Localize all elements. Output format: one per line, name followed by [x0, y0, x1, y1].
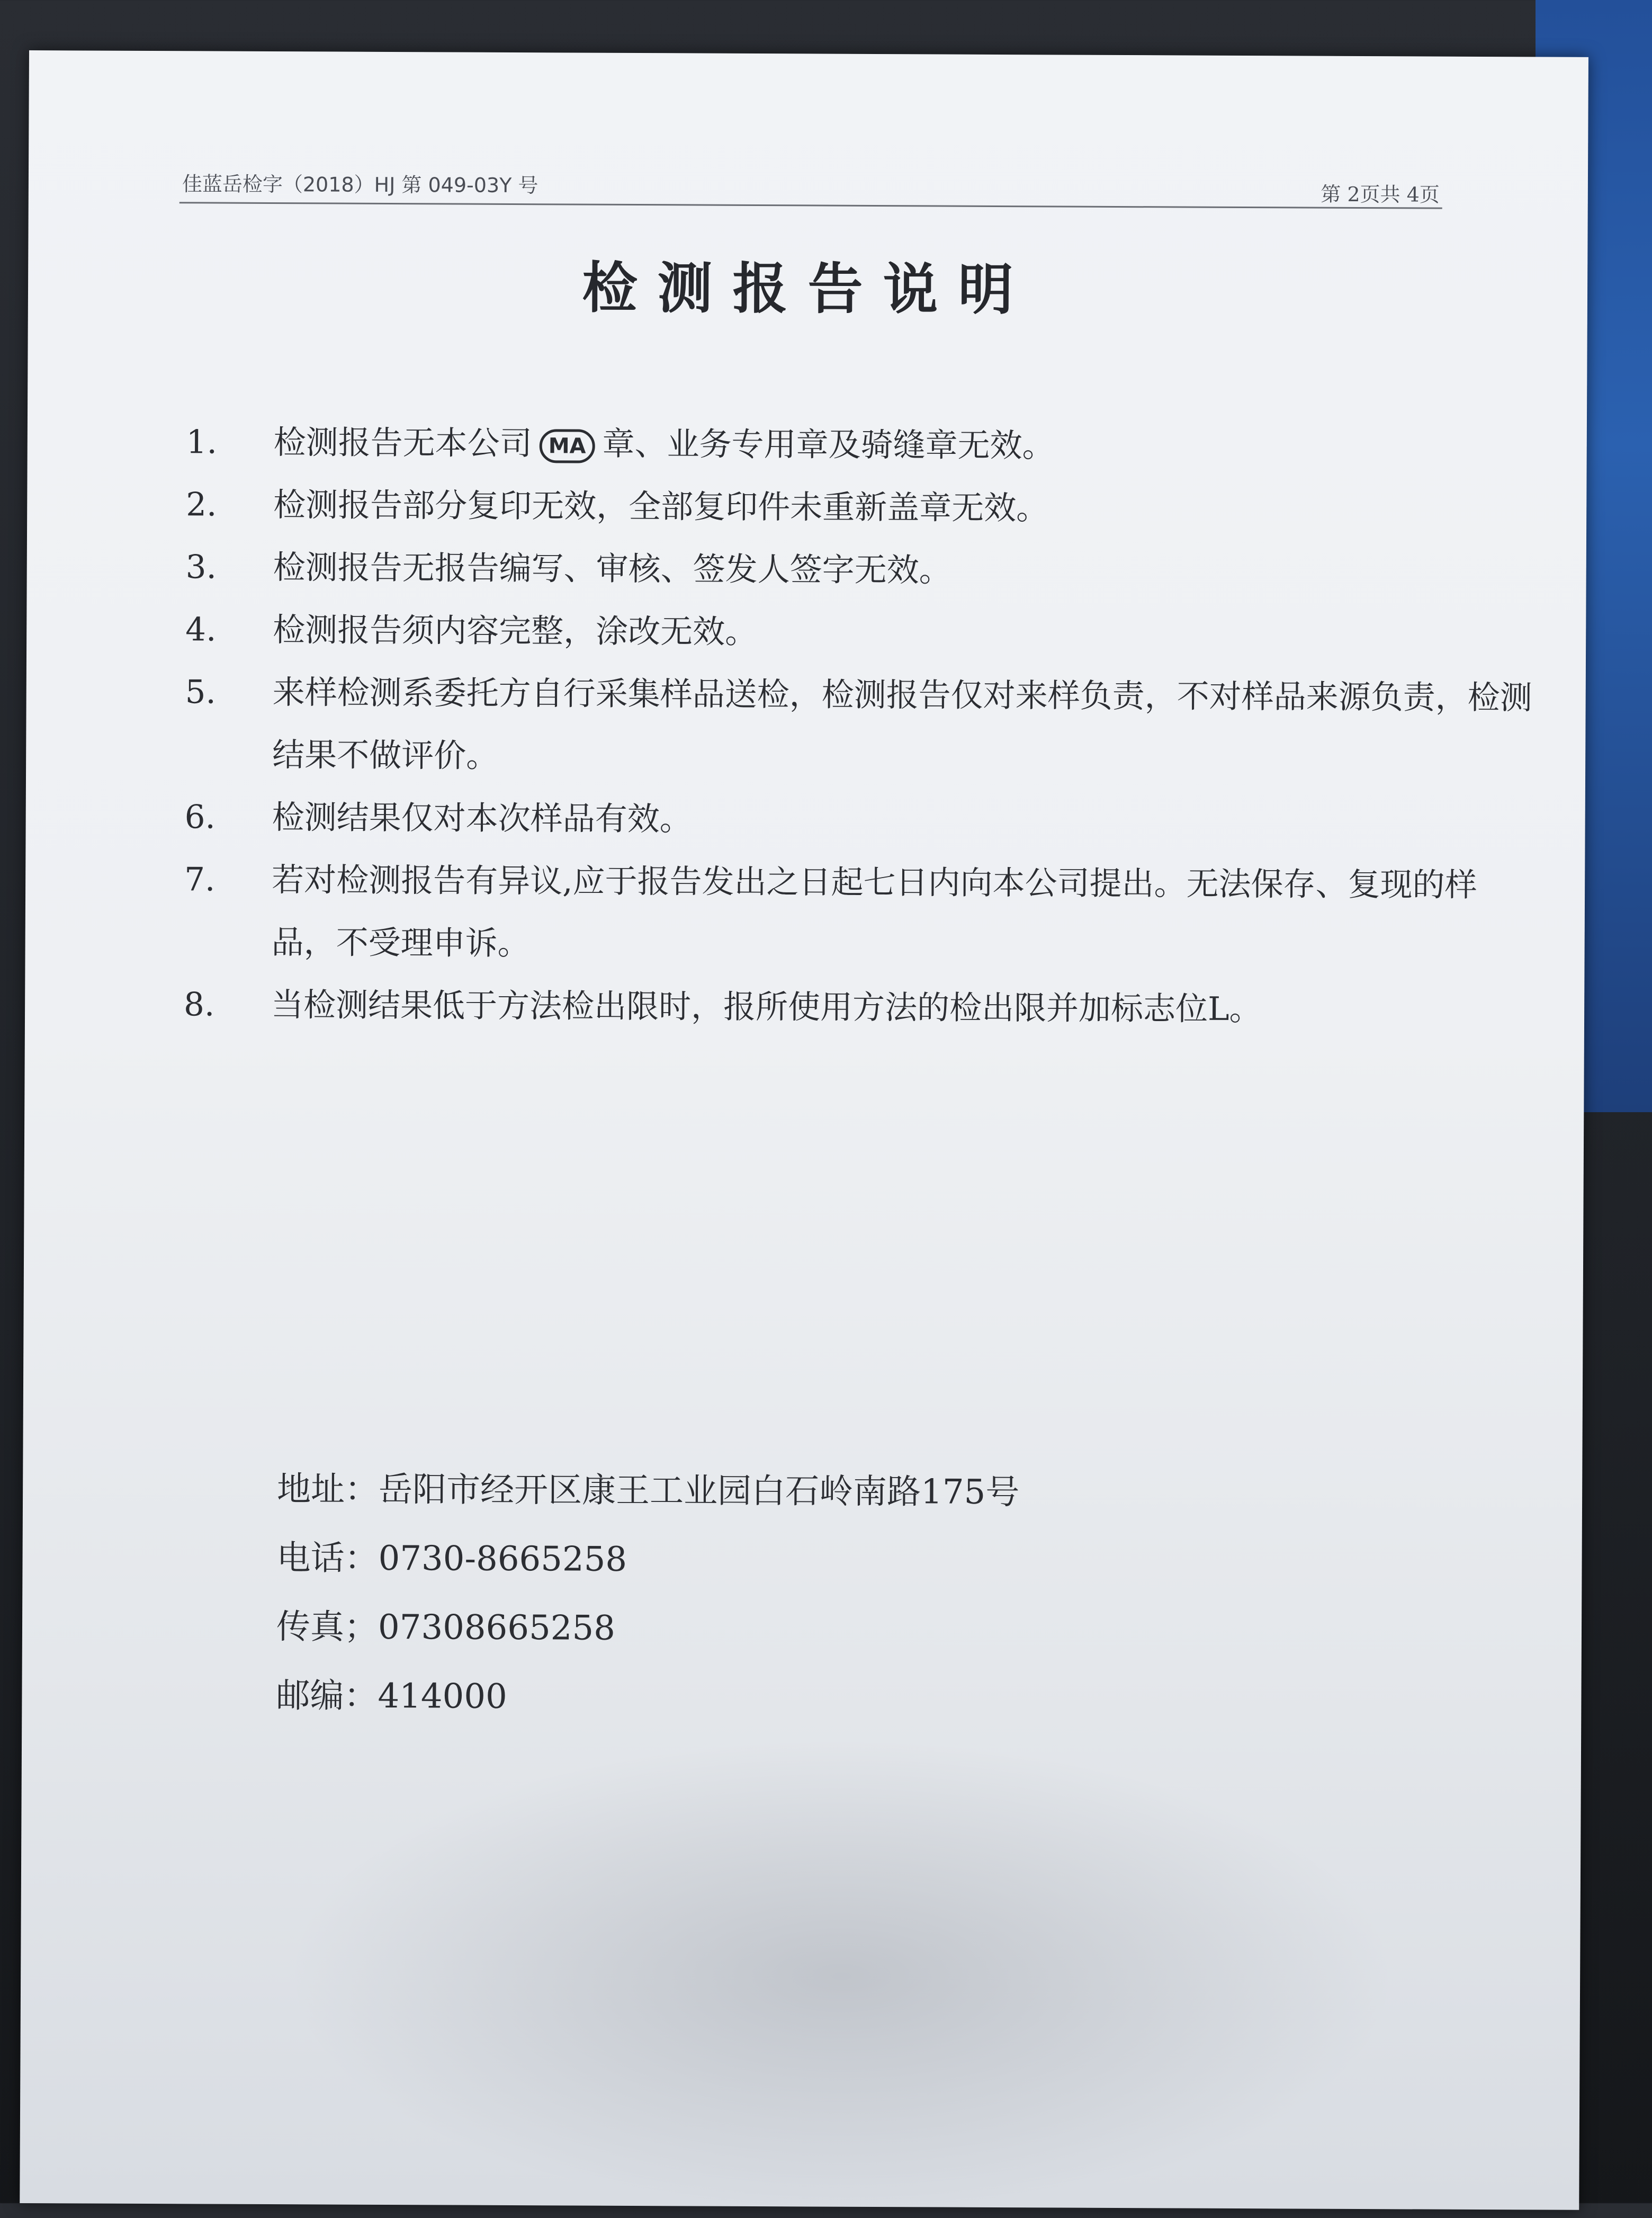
item-text: 检测报告须内容完整，涂改无效。	[273, 611, 758, 651]
item-text: 检测报告无报告编写、审核、签发人签字无效。	[273, 549, 951, 589]
list-item	[184, 786, 1540, 854]
phone-line: 电话：0730-8665258	[276, 1539, 627, 1579]
item-text: 当检测结果低于方法检出限时，报所使用方法的检出限并加标志位L。	[271, 986, 1262, 1028]
ma-seal-icon: MA	[540, 429, 595, 463]
item-text: 检测结果仅对本次样品有效。	[272, 799, 692, 838]
page-title: 检测报告说明	[582, 255, 1034, 323]
item-text: 检测报告部分复印无效，全部复印件未重新盖章无效。	[273, 486, 1049, 527]
item-number: 7.	[184, 861, 216, 899]
item-number: 2.	[186, 486, 217, 524]
item-text: 若对检测报告有异议,应于报告发出之日起七日内向本公司提出。无法保存、复现的样品，不受理申诉。	[271, 861, 1477, 963]
report-number: 佳蓝岳检字（2018）HJ 第 049-03Y 号	[182, 172, 538, 198]
document-page	[20, 50, 1588, 2210]
item-number: 4.	[185, 611, 217, 649]
fax-line: 传真；07308665258	[276, 1607, 616, 1648]
item-text: 章、业务专用章及骑缝章无效。	[602, 425, 1055, 465]
list-item	[185, 536, 1541, 604]
list-item	[186, 473, 1541, 542]
header-divider	[179, 202, 1442, 209]
notes-list	[184, 411, 1542, 1042]
address-line: 地址：岳阳市经开区康王工业园白石岭南路175号	[276, 1470, 1020, 1513]
shadow-overlay	[284, 1736, 1398, 2217]
item-number: 3.	[185, 548, 217, 586]
page-indicator: 第 2页共 4页	[1321, 182, 1440, 207]
item-text: 来样检测系委托方自行采集样品送检，检测报告仅对来样负责，不对样品来源负责，检测结果不做评价。	[272, 674, 1532, 775]
item-number: 6.	[184, 798, 216, 836]
list-item	[184, 973, 1539, 1042]
list-item	[185, 598, 1541, 667]
contact-block	[276, 1455, 1019, 1733]
list-item	[185, 661, 1541, 792]
list-item	[184, 848, 1540, 979]
item-text: 检测报告无本公司	[273, 424, 532, 463]
item-number: 8.	[183, 986, 215, 1024]
item-number: 5.	[185, 673, 217, 711]
item-number: 1.	[186, 423, 218, 461]
postcode-line: 邮编：414000	[276, 1676, 507, 1716]
list-item	[186, 411, 1542, 479]
